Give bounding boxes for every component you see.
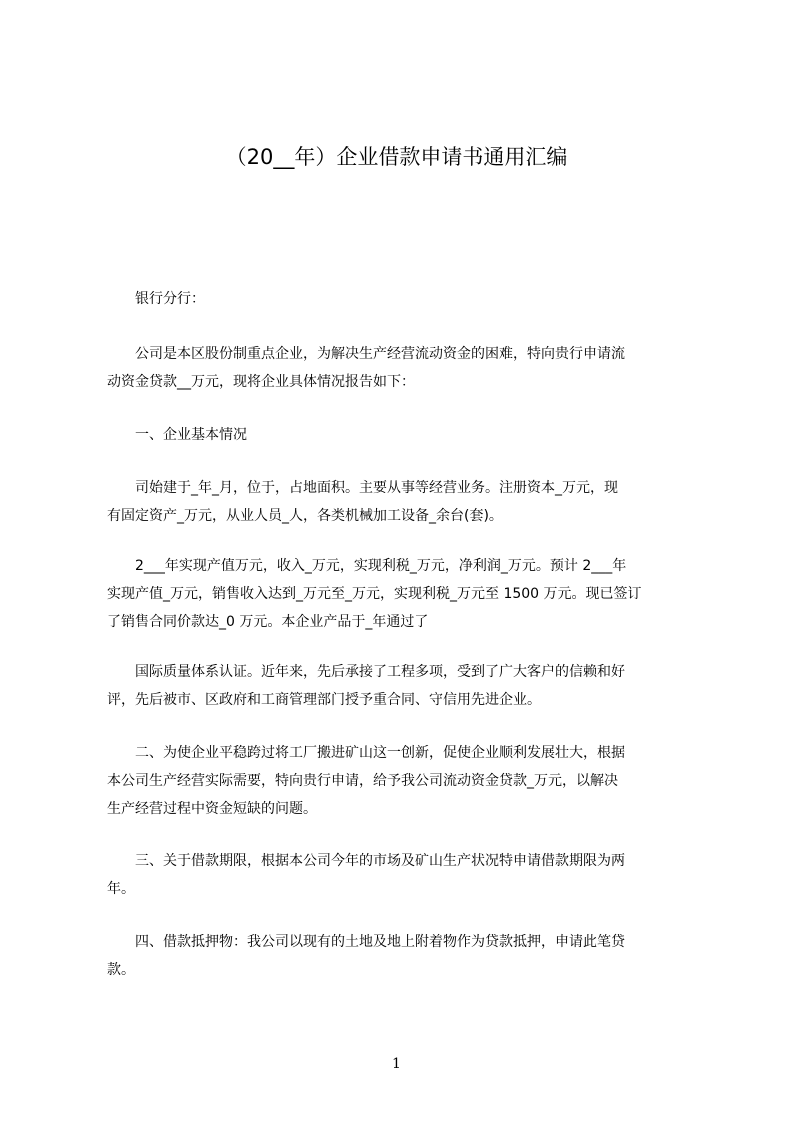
paragraph-loan-term	[107, 847, 712, 903]
salutation	[107, 285, 712, 313]
paragraph-line	[107, 474, 712, 502]
paragraph-line-text: 三、关于借款期限，根据本公司今年的市场及矿山生产状况特申请借款期限为两	[135, 853, 625, 869]
paragraph-collateral	[107, 928, 712, 984]
paragraph-line-text: 国际质量体系认证。近年来，先后承接了工程多项，受到了广大客户的信赖和好	[135, 664, 625, 680]
paragraph-line: 本公司生产经营实际需要，特向贵行申请，给予我公司流动资金贷款_万元，以解决	[107, 773, 618, 789]
document-title: （20__年）企业借款申请书通用汇编	[225, 145, 568, 169]
salutation-text: 银行分行：	[135, 291, 205, 307]
paragraph-line: 年。	[107, 881, 135, 897]
salutation-line	[107, 285, 712, 313]
paragraph-intro	[107, 340, 712, 396]
section-heading-basic-info	[107, 421, 712, 449]
paragraph-line	[107, 928, 712, 956]
paragraph-line: 评，先后被市、区政府和工商管理部门授予重合同、守信用先进企业。	[107, 692, 541, 708]
paragraph-line: 款。	[107, 962, 135, 978]
paragraph-line	[107, 340, 712, 368]
paragraph-line-text: 2___年实现产值万元，收入_万元，实现利税_万元，净利润_万元。预计 2___年	[135, 558, 627, 574]
paragraph-certification	[107, 658, 712, 714]
paragraph-line: 了销售合同价款达_0 万元。本企业产品于_年通过了	[107, 614, 429, 630]
paragraph-line: 实现产值_万元，销售收入达到_万元至_万元，实现利税_万元至 1500 万元。现已签订	[107, 586, 642, 602]
paragraph-line	[107, 552, 712, 580]
paragraph-line: 动资金贷款__万元，现将企业具体情况报告如下：	[107, 374, 415, 390]
paragraph-line: 生产经营过程中资金短缺的问题。	[107, 801, 317, 817]
page-number: 1	[392, 1056, 401, 1072]
paragraph-line-text: 二、为使企业平稳跨过将工厂搬进矿山这一创新，促使企业顺利发展壮大，根据	[135, 745, 625, 761]
paragraph-line-text: 四、借款抵押物：我公司以现有的土地及地上附着物作为贷款抵押，申请此笔贷	[135, 934, 625, 950]
paragraph-financials	[107, 552, 712, 636]
paragraph-line: 有固定资产_万元，从业人员_人，各类机械加工设备_余台(套)。	[107, 508, 503, 524]
paragraph-company-profile	[107, 474, 712, 530]
paragraph-loan-purpose	[107, 739, 712, 823]
paragraph-line-text: 一、企业基本情况	[135, 427, 247, 443]
paragraph-line-text: 司始建于_年_月，位于，占地面积。主要从事等经营业务。注册资本_万元，现	[135, 480, 618, 496]
paragraph-line	[107, 739, 712, 767]
paragraph-line-text: 公司是本区股份制重点企业，为解决生产经营流动资金的困难，特向贵行申请流	[135, 346, 625, 362]
paragraph-line	[107, 421, 712, 449]
paragraph-line	[107, 847, 712, 875]
paragraph-line	[107, 658, 712, 686]
